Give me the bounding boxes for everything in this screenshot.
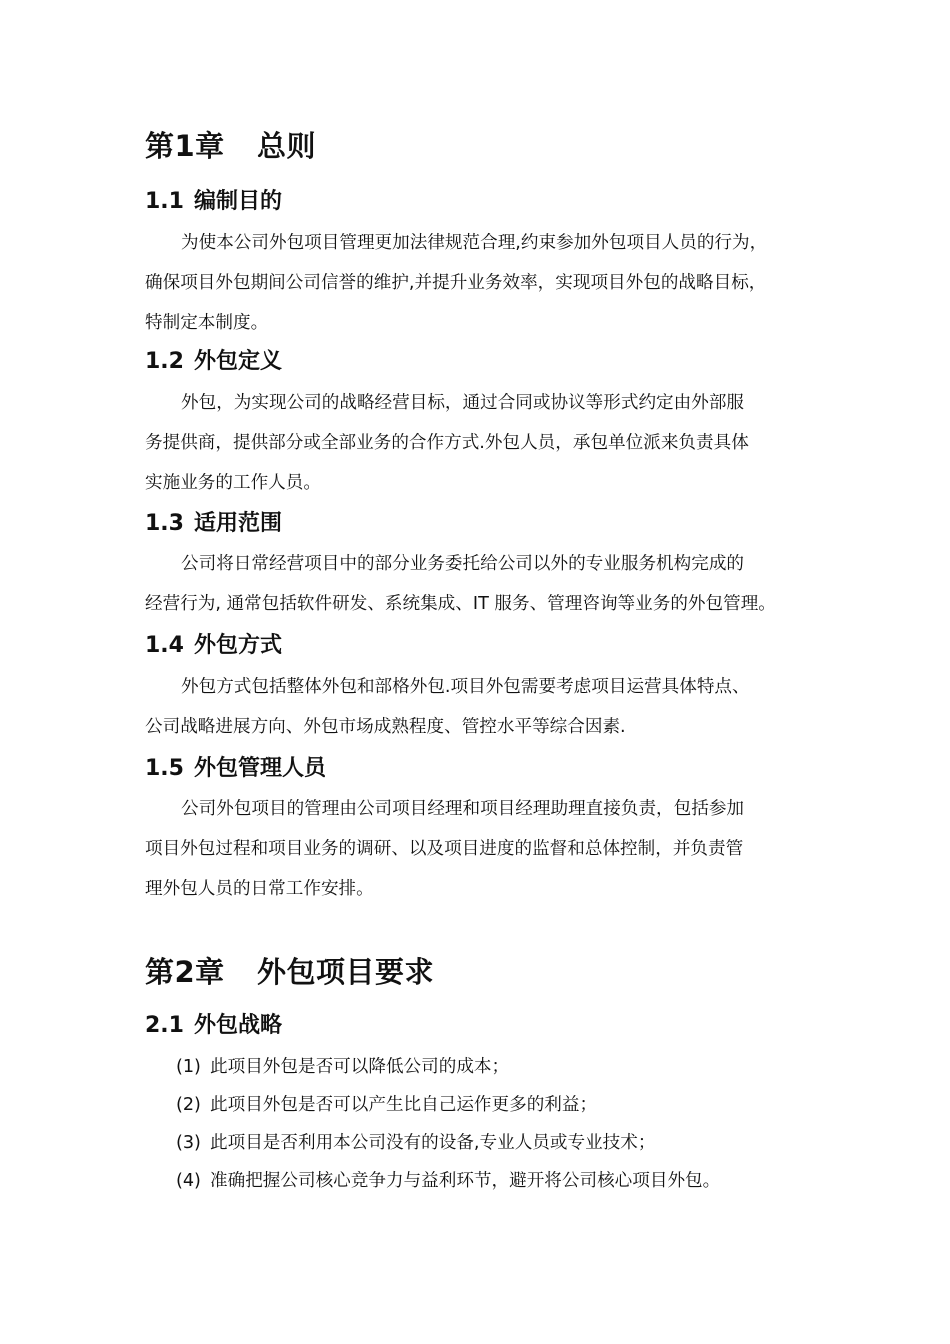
section-1-4-paragraph	[145, 667, 825, 747]
section-number: 1.5	[145, 756, 184, 781]
paragraph-line: 项目外包过程和项目业务的调研、以及项目进度的监督和总体控制，并负责管	[145, 839, 744, 859]
paragraph-line: 外包，为实现公司的战略经营目标，通过合同或协议等形式约定由外部服	[181, 393, 745, 413]
list-marker: (4)	[176, 1171, 201, 1191]
list-item	[176, 1086, 720, 1124]
list-item-text: 此项目外包是否可以降低公司的成本；	[210, 1057, 510, 1077]
list-item	[176, 1124, 720, 1162]
list-item-text: 此项目是否利用本公司没有的设备,专业人员或专业技术；	[210, 1133, 656, 1153]
section-title: 外包定义	[193, 349, 282, 374]
chapter-2-heading	[145, 950, 434, 991]
section-number: 1.2	[145, 349, 184, 374]
chapter-number: 第1章	[145, 129, 225, 163]
list-marker: (3)	[176, 1133, 201, 1153]
section-1-5-paragraph	[145, 789, 825, 909]
paragraph-line: 特制定本制度。	[145, 313, 269, 333]
section-1-2-paragraph	[145, 383, 825, 503]
list-marker: (1)	[176, 1057, 201, 1077]
paragraph-line: 确保项目外包期间公司信誉的维护,并提升业务效率，实现项目外包的战略目标，	[145, 273, 767, 293]
paragraph-line: 公司战略进展方向、外包市场成熟程度、管控水平等综合因素.	[145, 717, 626, 737]
section-1-2-heading	[145, 344, 282, 375]
section-number: 1.3	[145, 511, 184, 536]
section-1-3-paragraph	[145, 544, 825, 624]
list-item	[176, 1048, 720, 1086]
section-1-4-heading	[145, 628, 282, 659]
list-marker: (2)	[176, 1095, 201, 1115]
chapter-1-heading	[145, 124, 316, 165]
section-title: 外包管理人员	[193, 756, 326, 781]
section-number: 1.1	[145, 189, 184, 214]
paragraph-line: 为使本公司外包项目管理更加法律规范合理,约束参加外包项目人员的行为，	[181, 233, 768, 253]
section-title: 适用范围	[193, 511, 282, 536]
section-number: 2.1	[145, 1013, 184, 1038]
paragraph-line: 外包方式包括整体外包和部格外包.项目外包需要考虑项目运营具体特点、	[181, 677, 750, 697]
section-title: 外包战略	[193, 1013, 282, 1038]
section-number: 1.4	[145, 633, 184, 658]
section-1-3-heading	[145, 506, 282, 537]
paragraph-line: 公司将日常经营项目中的部分业务委托给公司以外的专业服务机构完成的	[181, 554, 745, 574]
strategy-list	[176, 1048, 720, 1200]
section-title: 外包方式	[193, 633, 282, 658]
paragraph-line: 经营行为, 通常包括软件研发、系统集成、IT 服务、管理咨询等业务的外包管理。	[145, 594, 776, 614]
list-item-text: 此项目外包是否可以产生比自己运作更多的利益；	[210, 1095, 598, 1115]
chapter-number: 第2章	[145, 955, 225, 989]
paragraph-line: 理外包人员的日常工作安排。	[145, 879, 374, 899]
chapter-title: 总则	[257, 129, 317, 163]
section-title: 编制目的	[193, 189, 282, 214]
section-1-1-heading	[145, 184, 282, 215]
chapter-title: 外包项目要求	[257, 955, 435, 989]
section-1-1-paragraph	[145, 223, 825, 343]
paragraph-line: 实施业务的工作人员。	[145, 473, 321, 493]
paragraph-line: 务提供商，提供部分或全部业务的合作方式.外包人员，承包单位派来负责具体	[145, 433, 749, 453]
paragraph-line: 公司外包项目的管理由公司项目经理和项目经理助理直接负责，包括参加	[181, 799, 745, 819]
list-item-text: 准确把握公司核心竞争力与益利环节，避开将公司核心项目外包。	[210, 1171, 721, 1191]
list-item	[176, 1162, 720, 1200]
section-1-5-heading	[145, 751, 326, 782]
section-2-1-heading	[145, 1008, 282, 1039]
